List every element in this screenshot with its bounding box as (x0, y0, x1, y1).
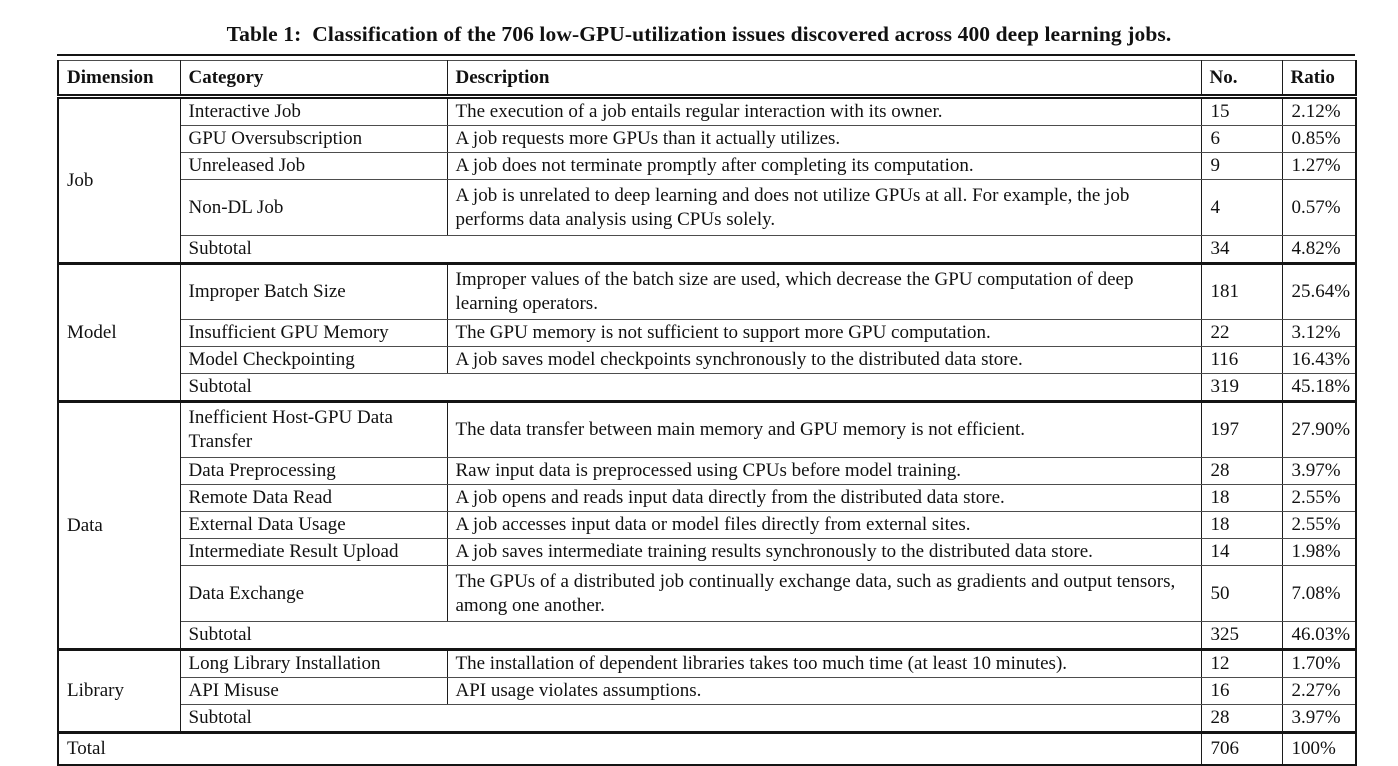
no-cell: 325 (1201, 622, 1282, 650)
no-cell: 18 (1201, 512, 1282, 539)
table-row (58, 485, 1356, 512)
ratio-cell: 46.03% (1282, 622, 1356, 650)
table-row (58, 180, 1356, 236)
table-row (58, 97, 1356, 126)
table-row (58, 320, 1356, 347)
category-cell: Interactive Job (180, 97, 447, 126)
page (0, 21, 1398, 766)
ratio-cell: 2.27% (1282, 678, 1356, 705)
ratio-cell: 2.12% (1282, 97, 1356, 126)
description-cell: API usage violates assumptions. (447, 678, 1201, 705)
no-cell: 28 (1201, 458, 1282, 485)
subtotal-label-cell: Subtotal (180, 622, 1201, 650)
no-cell: 4 (1201, 180, 1282, 236)
category-cell: Model Checkpointing (180, 347, 447, 374)
no-cell: 28 (1201, 705, 1282, 733)
dimension-cell-data: Data (58, 402, 180, 650)
no-cell: 16 (1201, 678, 1282, 705)
ratio-cell: 0.57% (1282, 180, 1356, 236)
ratio-cell: 2.55% (1282, 512, 1356, 539)
description-cell: The installation of dependent libraries takes too much time (at least 10 minutes). (447, 650, 1201, 678)
table-row (58, 264, 1356, 320)
col-header-category: Category (180, 61, 447, 97)
table-row (58, 126, 1356, 153)
category-cell: Data Exchange (180, 566, 447, 622)
table-row (58, 153, 1356, 180)
no-cell: 14 (1201, 539, 1282, 566)
category-cell: Data Preprocessing (180, 458, 447, 485)
ratio-cell: 45.18% (1282, 374, 1356, 402)
description-cell: A job is unrelated to deep learning and does not utilize GPUs at all. For example, the job performs data analysis using CPUs solely. (447, 180, 1201, 236)
col-header-dimension: Dimension (58, 61, 180, 97)
description-cell: Raw input data is preprocessed using CPUs before model training. (447, 458, 1201, 485)
ratio-cell: 1.70% (1282, 650, 1356, 678)
description-cell: The execution of a job entails regular interaction with its owner. (447, 97, 1201, 126)
category-cell: Insufficient GPU Memory (180, 320, 447, 347)
category-cell: Intermediate Result Upload (180, 539, 447, 566)
no-cell: 6 (1201, 126, 1282, 153)
no-cell: 706 (1201, 733, 1282, 766)
ratio-cell: 16.43% (1282, 347, 1356, 374)
description-cell: A job saves model checkpoints synchronously to the distributed data store. (447, 347, 1201, 374)
ratio-cell: 25.64% (1282, 264, 1356, 320)
category-cell: Remote Data Read (180, 485, 447, 512)
category-cell: Improper Batch Size (180, 264, 447, 320)
classification-table (57, 60, 1357, 766)
description-cell: A job opens and reads input data directly from the distributed data store. (447, 485, 1201, 512)
no-cell: 12 (1201, 650, 1282, 678)
description-cell: A job does not terminate promptly after completing its computation. (447, 153, 1201, 180)
dimension-cell-job: Job (58, 97, 180, 264)
dimension-cell-model: Model (58, 264, 180, 402)
ratio-cell: 7.08% (1282, 566, 1356, 622)
no-cell: 197 (1201, 402, 1282, 458)
header-row (58, 61, 1356, 97)
subtotal-row (58, 236, 1356, 264)
no-cell: 18 (1201, 485, 1282, 512)
ratio-cell: 0.85% (1282, 126, 1356, 153)
description-cell: The GPUs of a distributed job continually exchange data, such as gradients and output tensors, among one another. (447, 566, 1201, 622)
no-cell: 34 (1201, 236, 1282, 264)
no-cell: 116 (1201, 347, 1282, 374)
subtotal-row (58, 705, 1356, 733)
table-row (58, 347, 1356, 374)
description-cell: The data transfer between main memory and GPU memory is not efficient. (447, 402, 1201, 458)
no-cell: 181 (1201, 264, 1282, 320)
ratio-cell: 3.97% (1282, 705, 1356, 733)
table-caption: Table 1: Classification of the 706 low-GPU-utilization issues discovered across 400 deep learning jobs. (226, 22, 1172, 46)
category-cell: External Data Usage (180, 512, 447, 539)
no-cell: 319 (1201, 374, 1282, 402)
table-row (58, 512, 1356, 539)
ratio-cell: 27.90% (1282, 402, 1356, 458)
col-header-no: No. (1201, 61, 1282, 97)
no-cell: 50 (1201, 566, 1282, 622)
table-row (58, 678, 1356, 705)
col-header-description: Description (447, 61, 1201, 97)
category-cell: Long Library Installation (180, 650, 447, 678)
ratio-cell: 4.82% (1282, 236, 1356, 264)
subtotal-label-cell: Subtotal (180, 236, 1201, 264)
table-row (58, 566, 1356, 622)
no-cell: 9 (1201, 153, 1282, 180)
table-row (58, 650, 1356, 678)
ratio-cell: 1.98% (1282, 539, 1356, 566)
subtotal-row (58, 374, 1356, 402)
col-header-ratio: Ratio (1282, 61, 1356, 97)
description-cell: Improper values of the batch size are used, which decrease the GPU computation of deep learning operators. (447, 264, 1201, 320)
dimension-cell-library: Library (58, 650, 180, 733)
total-label-cell: Total (58, 733, 1201, 766)
total-row (58, 733, 1356, 766)
no-cell: 15 (1201, 97, 1282, 126)
ratio-cell: 3.12% (1282, 320, 1356, 347)
ratio-cell: 2.55% (1282, 485, 1356, 512)
table-row (58, 458, 1356, 485)
subtotal-row (58, 622, 1356, 650)
subtotal-label-cell: Subtotal (180, 705, 1201, 733)
table-row (58, 539, 1356, 566)
category-cell: Unreleased Job (180, 153, 447, 180)
description-cell: A job accesses input data or model files directly from external sites. (447, 512, 1201, 539)
ratio-cell: 100% (1282, 733, 1356, 766)
table-frame (57, 54, 1355, 766)
category-cell: Inefficient Host-GPU Data Transfer (180, 402, 447, 458)
no-cell: 22 (1201, 320, 1282, 347)
description-cell: The GPU memory is not sufficient to support more GPU computation. (447, 320, 1201, 347)
category-cell: GPU Oversubscription (180, 126, 447, 153)
table-row (58, 402, 1356, 458)
subtotal-label-cell: Subtotal (180, 374, 1201, 402)
category-cell: Non-DL Job (180, 180, 447, 236)
description-cell: A job requests more GPUs than it actually utilizes. (447, 126, 1201, 153)
ratio-cell: 3.97% (1282, 458, 1356, 485)
description-cell: A job saves intermediate training results synchronously to the distributed data store. (447, 539, 1201, 566)
ratio-cell: 1.27% (1282, 153, 1356, 180)
category-cell: API Misuse (180, 678, 447, 705)
